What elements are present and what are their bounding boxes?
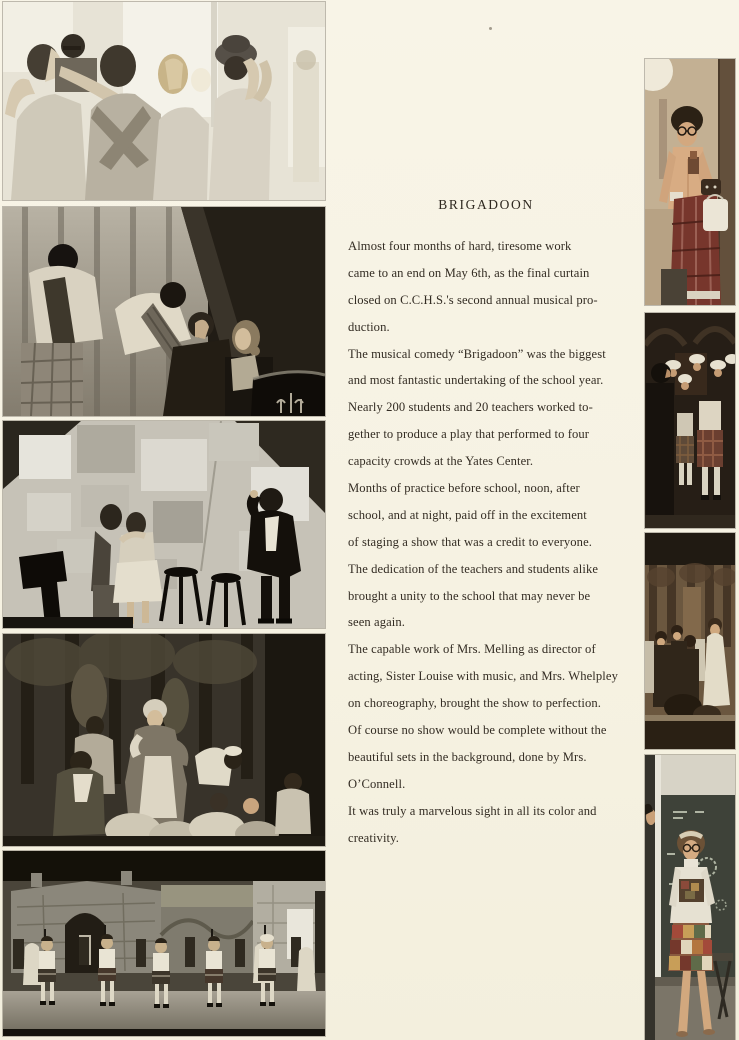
stage-rehearsal-illustration xyxy=(3,207,325,416)
article-line: gether to produce a play that performed to four xyxy=(348,427,590,442)
article-line: Months of practice before school, noon, after xyxy=(348,481,580,496)
right-photo-backstage-cast xyxy=(645,313,735,528)
left-photo-dance-scene xyxy=(3,421,325,628)
article-line: acting, Sister Louise with music, and Mrs. Whelpley xyxy=(348,669,618,684)
article-line: Of course no show would be complete without the xyxy=(348,723,607,738)
dust-speck xyxy=(489,27,492,30)
article-line: The capable work of Mrs. Melling as director of xyxy=(348,642,596,657)
kilted-dancers-illustration xyxy=(3,851,325,1036)
article-line: It was truly a marvelous sight in all its color and xyxy=(348,803,597,818)
article-line: and most fantastic undertaking of the school year. xyxy=(348,373,604,388)
backstage-cast-illustration xyxy=(645,313,735,528)
costume-fitting-illustration xyxy=(645,59,735,305)
left-photo-forest-scene xyxy=(3,634,325,846)
article-line: capacity crowds at the Yates Center. xyxy=(348,454,534,469)
article-line: of staging a show that was a credit to everyone. xyxy=(348,534,593,549)
patchwork-dress-illustration xyxy=(645,755,735,1040)
left-photo-backstage-makeup xyxy=(3,2,325,200)
article-line: creativity. xyxy=(348,830,399,845)
forest-scene-illustration xyxy=(3,634,325,846)
article-line: Nearly 200 students and 20 teachers worked to- xyxy=(348,400,593,415)
article-line: on choreography, brought the show to perfection. xyxy=(348,696,601,711)
article-line: The musical comedy “Brigadoon” was the biggest xyxy=(348,346,606,361)
backstage-makeup-illustration xyxy=(3,2,325,200)
left-photo-kilted-dancers xyxy=(3,851,325,1036)
wedding-scene-illustration xyxy=(645,533,735,749)
article-line: seen again. xyxy=(348,615,406,630)
article-line: Almost four months of hard, tiresome work xyxy=(348,239,572,253)
right-photo-patchwork-dress xyxy=(645,755,735,1040)
dance-scene-illustration xyxy=(3,421,325,628)
article-line: came to an end on May 6th, as the final curtain xyxy=(348,265,590,280)
article-line: The dedication of the teachers and students alike xyxy=(348,561,599,576)
page-title: BRIGADOON xyxy=(438,197,534,212)
article-line: school, and at night, paid off in the excitement xyxy=(348,507,587,522)
article-line: brought a unity to the school that may never be xyxy=(348,588,591,603)
right-photo-wedding-scene xyxy=(645,533,735,749)
article-line: O’Connell. xyxy=(348,776,406,791)
article-line: beautiful sets in the background, done by Mrs. xyxy=(348,749,587,764)
article-line: closed on C.C.H.S.'s second annual musical pro- xyxy=(348,292,598,307)
article-line: duction. xyxy=(348,319,390,334)
article-text xyxy=(348,233,650,851)
left-photo-stage-rehearsal xyxy=(3,207,325,416)
right-photo-costume-fitting xyxy=(645,59,735,305)
